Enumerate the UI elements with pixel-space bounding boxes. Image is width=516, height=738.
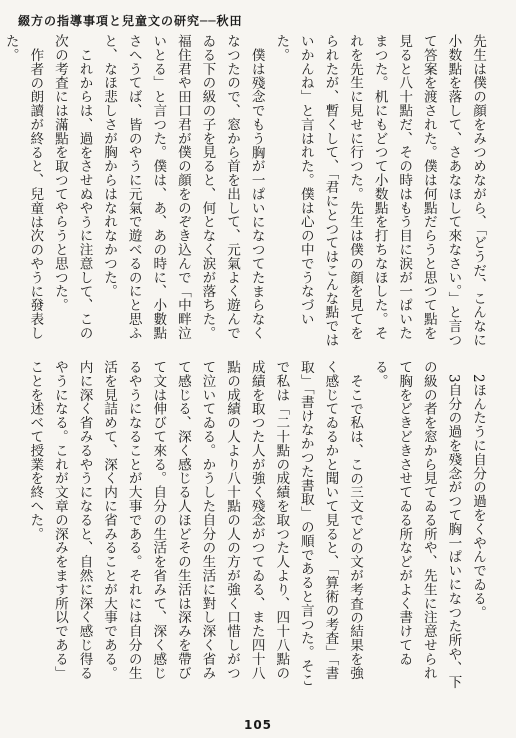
- paragraph: 3自分の過を殘念がつて胸一ぱいになつた所や、下の級の者を窓から見てゐる所や、先生に注意せられて胸をどきどきさせてゐる所などがよく書けてゐる。: [371, 360, 462, 689]
- upper-text-block: [2, 34, 490, 350]
- paragraph: 僕は殘念でもう胸が一ぱいになつてたまらなくなつたので、窓から首を出して、元氣よく遊んでゐる下の級の子を見ると、何となく涙が落ちた。福住君や田口君が僕の顔をのぞき込んで「中畔泣いとる」と言つた。僕は、あ、あの時に、小數點さへうてば、皆のやうに元氣で遊べるのにと思ふと、なほ悲しさが胸からはなれなかつた。: [101, 34, 265, 340]
- paragraph: 作者の朗讀が終ると、兒童は次のやうに發表した。: [2, 34, 44, 340]
- page-number: 105: [243, 718, 273, 732]
- lower-text-block: [22, 360, 490, 690]
- paragraph: 先生は僕の顔をみつめながら、「どうだ、こんなに小数點を落して、さあなほして來なさい。」と言つて答案を渡された。僕は何點だらうと思つて點を見ると八十點だ、その時はもう目に涙が一ぱいたまつた。机にもどつて小数點を打ちなほした。それを先生に見せに行つた。先生は僕の顔を見てをられたが、暫くして、「君にとつてはこんな點ではいかんね」と言はれた。僕は心の中でうなづいた。: [273, 34, 486, 347]
- running-header: 綴方の指導事項と兒童文の研究──秋田: [18, 14, 243, 28]
- paragraph: そこで私は、この三文でどの文が考査の結果を強く感じてゐるかと聞いて見ると、「算術の考査」「書取」「書けなかつた書取」の順であると言つた。そこで私は「二十點の成績を取つた人より、四十八點の成績を取つた人が強く殘念がつてゐる、また四十八點の成績の人より八十點の人の方が強く口惜しがつて泣いてゐる。かうした自分の生活に對し深く省みて感じる、深く感じる人ほどその生活は深みを帶びて文は伸びて來る。自分の生活を省みて、深く感じるやうになることが大事である。それには自分の生活を見詰めて、深く内に省みることが大事である。内に深く省みるやうになると、自然に深く感じ得るやうになる。これが文章の深みをます所以である」ことを述べて授業を終へた。: [27, 360, 364, 687]
- paragraph: 2ほんたうに自分の過をくやんでゐる。: [470, 373, 486, 619]
- paragraph: これからは、過をさせぬやうに注意して、この次の考査には滿點を取つてやらうと思つた。: [51, 34, 93, 340]
